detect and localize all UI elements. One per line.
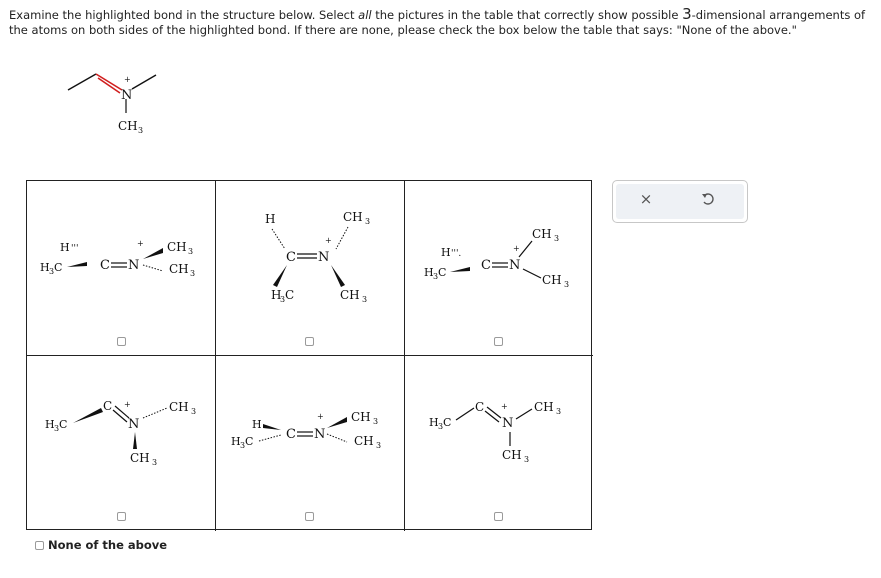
option-2-checkbox[interactable] [305, 337, 314, 346]
svg-text:H: H [271, 288, 282, 302]
svg-text:CH: CH [534, 400, 554, 414]
svg-text:CH: CH [169, 400, 189, 414]
svg-text:+: + [124, 400, 131, 409]
option-2-structure [215, 181, 404, 356]
svg-text:C: C [481, 258, 491, 273]
close-icon: × [639, 190, 653, 208]
option-4-checkbox[interactable] [117, 512, 126, 521]
none-of-above-label: None of the above [48, 538, 168, 552]
svg-text:CH: CH [340, 288, 360, 302]
option-3-structure [404, 181, 593, 356]
svg-text:H: H [40, 261, 50, 274]
svg-text:H: H [424, 266, 434, 279]
svg-text:N: N [128, 417, 140, 432]
svg-text:+: + [501, 402, 508, 411]
svg-text:3: 3 [152, 458, 158, 467]
svg-text:C: C [245, 435, 254, 448]
svg-text:+: + [513, 244, 520, 253]
svg-text:N: N [502, 416, 514, 431]
svg-text:3: 3 [524, 455, 530, 464]
svg-text:''': ''' [71, 244, 79, 254]
answer-toolbar [612, 180, 748, 223]
answer-table [26, 180, 592, 530]
svg-text:N: N [318, 250, 330, 265]
svg-text:C: C [475, 400, 485, 414]
undo-icon [701, 192, 715, 206]
svg-text:C: C [103, 399, 113, 413]
svg-text:3: 3 [373, 417, 379, 426]
svg-text:C: C [438, 266, 447, 279]
option-5[interactable] [215, 356, 404, 531]
svg-text:'''.: '''. [451, 249, 462, 259]
svg-text:H: H [231, 435, 241, 448]
question-text: Examine the highlighted bond in the structure below. Select all the pictures in the table that correctly show possible 3-dimensional arrangements of the atoms on both sides of the highlighted bond. If there are none, please check the box below the table that says: "None of the above." [9, 5, 866, 37]
svg-text:C: C [443, 416, 452, 429]
svg-text:3: 3 [564, 280, 570, 289]
svg-text:H: H [441, 246, 451, 259]
option-1-structure [27, 181, 216, 356]
svg-text:CH: CH [167, 240, 187, 254]
svg-text:N: N [314, 427, 326, 442]
svg-text:3: 3 [191, 407, 197, 416]
svg-text:CH: CH [343, 210, 363, 224]
svg-text:C: C [54, 261, 63, 274]
none-of-above-checkbox[interactable] [35, 541, 44, 550]
svg-text:3: 3 [365, 217, 371, 226]
svg-text:3: 3 [280, 295, 286, 304]
option-5-checkbox[interactable] [305, 512, 314, 521]
svg-text:+: + [137, 239, 144, 248]
option-4[interactable] [27, 356, 216, 531]
svg-text:C: C [100, 258, 110, 273]
svg-text:CH: CH [542, 273, 562, 287]
option-2[interactable] [215, 181, 404, 356]
charge-plus: + [124, 75, 131, 84]
svg-text:H: H [45, 418, 55, 431]
svg-text:CH: CH [354, 434, 374, 448]
svg-text:C: C [285, 288, 295, 302]
svg-text:3: 3 [188, 247, 194, 256]
atom-N: N [121, 88, 133, 103]
svg-text:H: H [252, 418, 262, 431]
option-3[interactable] [404, 181, 593, 356]
sub-3: 3 [138, 126, 144, 135]
svg-text:3: 3 [190, 269, 196, 278]
option-5-structure [215, 356, 404, 531]
option-3-checkbox[interactable] [494, 337, 503, 346]
svg-text:C: C [59, 418, 68, 431]
svg-text:CH: CH [532, 227, 552, 241]
undo-button[interactable] [698, 189, 718, 209]
svg-text:3: 3 [554, 234, 560, 243]
svg-text:+: + [325, 236, 332, 245]
svg-text:C: C [286, 427, 296, 442]
svg-text:3: 3 [433, 272, 439, 281]
clear-button[interactable] [636, 189, 656, 209]
option-1[interactable] [27, 181, 216, 356]
svg-text:CH: CH [502, 448, 522, 462]
none-of-above-option[interactable] [35, 538, 167, 552]
option-4-structure [27, 356, 216, 531]
svg-text:CH: CH [169, 262, 189, 276]
svg-text:C: C [286, 250, 296, 265]
svg-text:3: 3 [49, 267, 55, 276]
option-1-checkbox[interactable] [117, 337, 126, 346]
svg-text:H: H [265, 212, 276, 226]
svg-text:H: H [429, 416, 439, 429]
svg-text:CH: CH [351, 410, 371, 424]
svg-text:CH: CH [130, 451, 150, 465]
atom-CH: CH [118, 119, 138, 133]
option-6-structure [404, 356, 593, 531]
svg-text:3: 3 [240, 441, 246, 450]
svg-text:3: 3 [438, 422, 444, 431]
svg-text:3: 3 [556, 407, 562, 416]
svg-text:3: 3 [54, 424, 60, 433]
svg-text:3: 3 [376, 441, 382, 450]
option-6-checkbox[interactable] [494, 512, 503, 521]
svg-text:N: N [128, 258, 140, 273]
svg-text:N: N [509, 258, 521, 273]
option-6[interactable] [404, 356, 593, 531]
svg-text:H: H [60, 241, 70, 254]
svg-text:+: + [317, 412, 324, 421]
svg-text:3: 3 [362, 295, 368, 304]
reference-structure [60, 62, 170, 142]
